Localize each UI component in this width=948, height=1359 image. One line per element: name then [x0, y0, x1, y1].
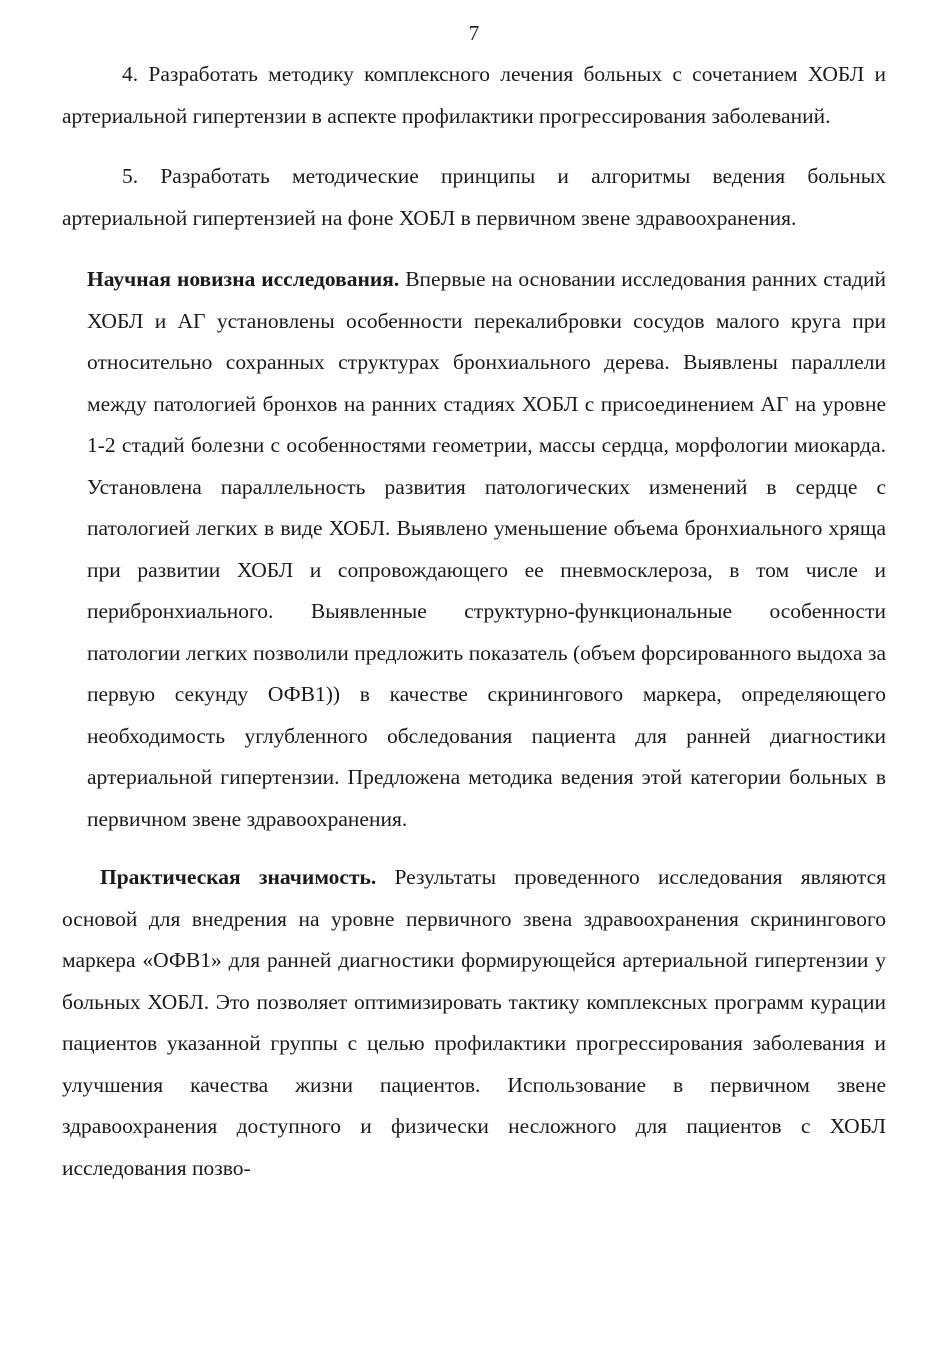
document-body [62, 54, 886, 1189]
paragraph-scientific-novelty [87, 259, 886, 840]
paragraph-text: Впервые на основании исследования ранних стадий ХОБЛ и АГ установлены особенности перекалибровки сосудов малого круга при относительно сохранных структурах бронхиального дерева. Выявлены параллели между патологией бронхов на ранних стадиях ХОБЛ с присоединением АГ на уровне 1-2 стадий болезни с особенностями геометрии, массы сердца, морфологии миокарда. Установлена параллельность развития патологических изменений в сердце с патологией легких в виде ХОБЛ. Выявлено уменьшение объема бронхиального хряща при развитии ХОБЛ и сопровождающего ее пневмосклероза, в том числе и перибронхиального. Выявленные структурно-функциональные особенности патологии легких позволили предложить показатель (объем форсированного выдоха за первую секунду ОФВ1)) в качестве скринингового маркера, определяющего необходимость углубленного обследования пациента для ранней диагностики артериальной гипертензии. Предложена методика ведения этой категории больных в первичном звене здравоохранения. [87, 267, 886, 831]
paragraph-task-4 [62, 54, 886, 137]
section-heading-practical-significance: Практическая значимость. [100, 865, 377, 889]
section-heading-scientific-novelty: Научная новизна исследования. [87, 267, 400, 291]
paragraph-text: 5. Разработать методические принципы и алгоритмы ведения больных артериальной гипертензией на фоне ХОБЛ в первичном звене здравоохранения. [62, 164, 886, 230]
paragraph-practical-significance [62, 857, 886, 1189]
paragraph-task-5 [62, 156, 886, 239]
page-number: 7 [468, 21, 480, 45]
paragraph-text: 4. Разработать методику комплексного лечения больных с сочетанием ХОБЛ и артериальной гипертензии в аспекте профилактики прогрессирования заболеваний. [62, 62, 886, 128]
paragraph-text: Результаты проведенного исследования являются основой для внедрения на уровне первичного звена здравоохранения скринингового маркера «ОФВ1» для ранней диагностики формирующейся артериальной гипертензии у больных ХОБЛ. Это позволяет оптимизировать тактику комплексных программ курации пациентов указанной группы с целью профилактики прогрессирования заболевания и улучшения качества жизни пациентов. Использование в первичном звене здравоохранения доступного и физически несложного для пациентов с ХОБЛ исследования позво- [62, 865, 886, 1180]
